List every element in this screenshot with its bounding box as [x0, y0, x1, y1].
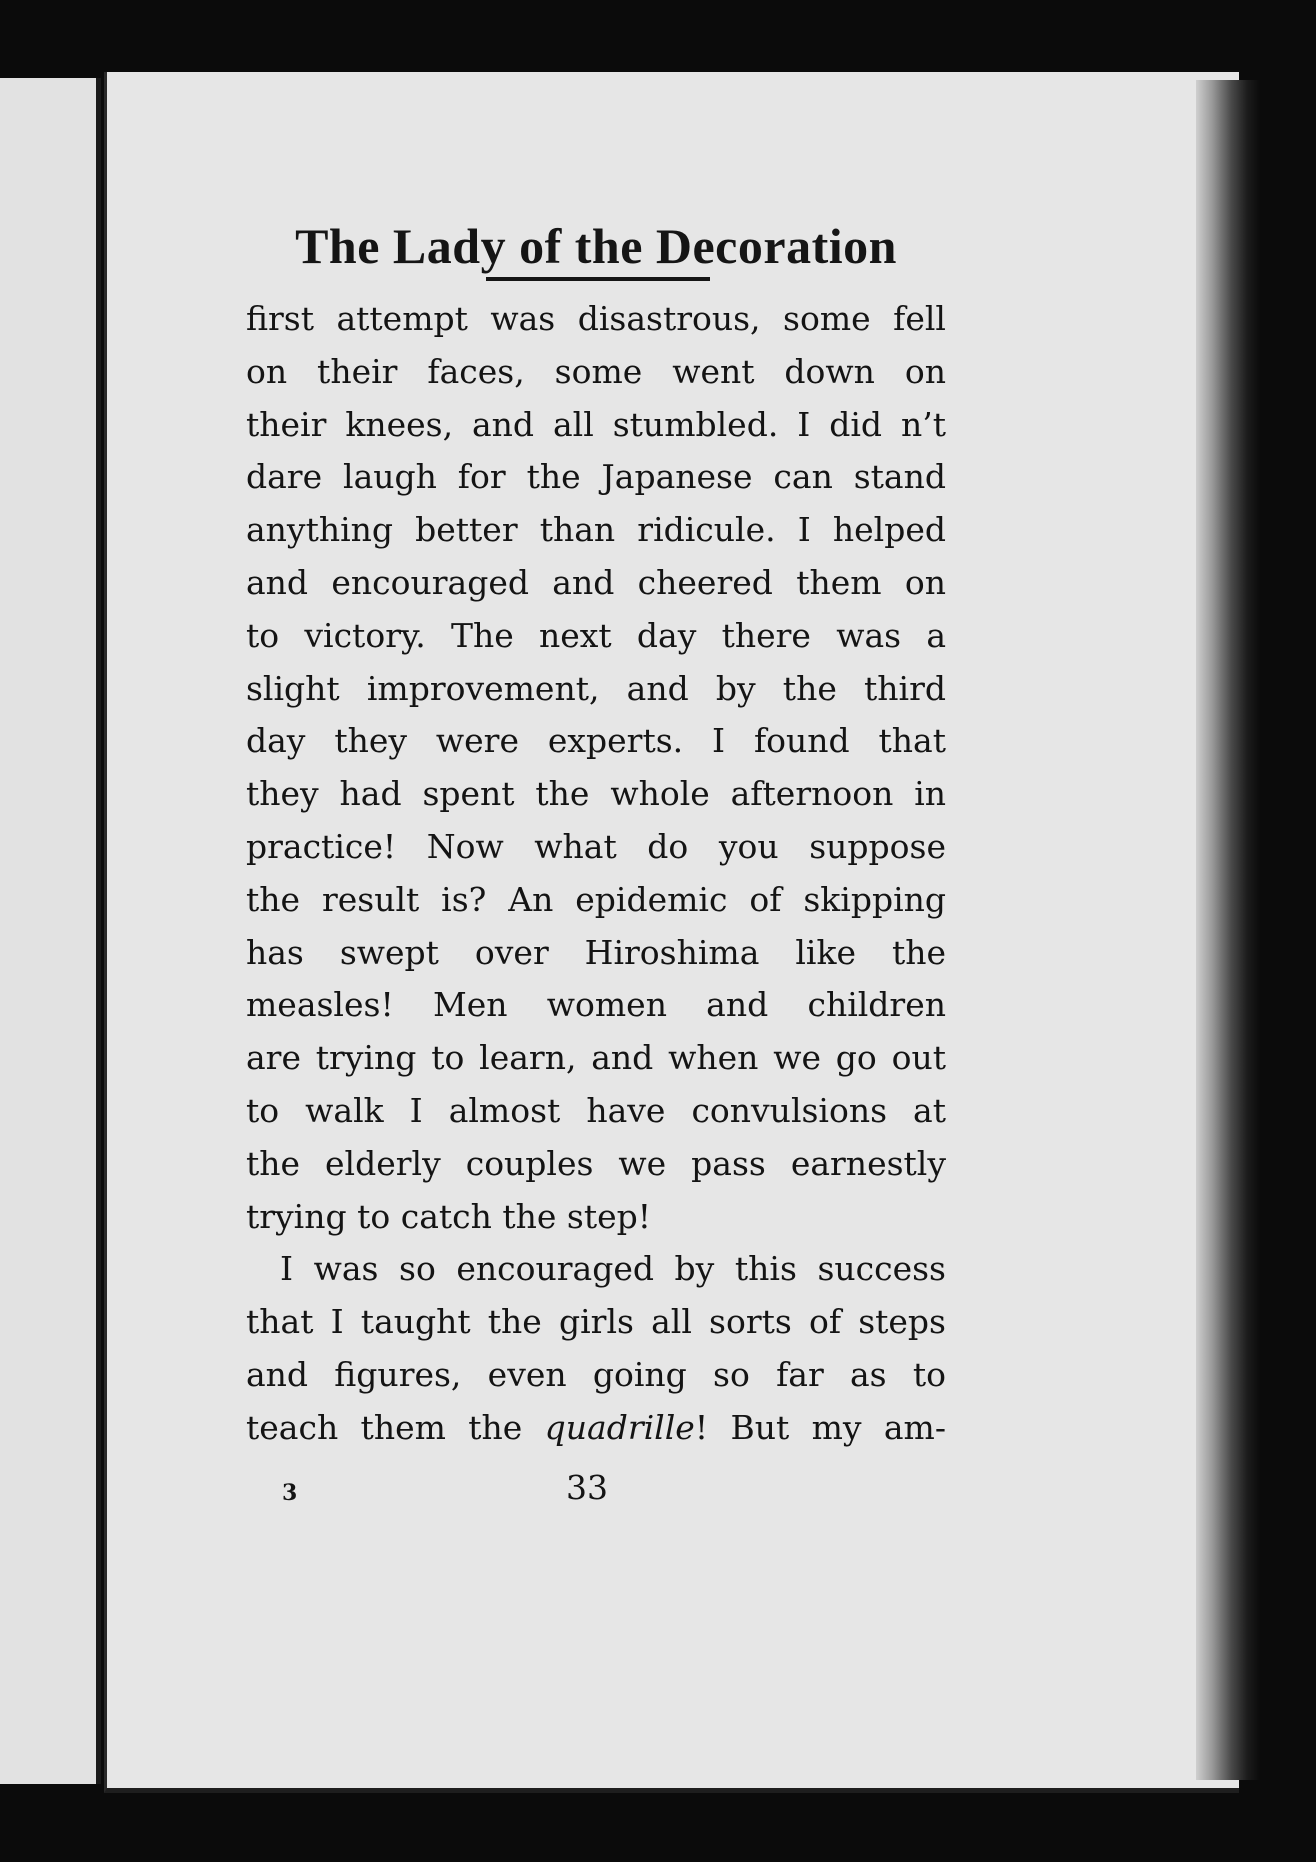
text-line: to victory. The next day there was a: [246, 615, 946, 655]
italic-word: quadrille: [544, 1407, 695, 1447]
facing-page-edge: [0, 78, 101, 1784]
text-line: to walk I almost have convulsions at: [246, 1090, 946, 1130]
text-line: practice! Now what do you suppose: [246, 826, 946, 866]
text-line: anything better than ridicule. I helped: [246, 510, 946, 550]
page-footer: [246, 1468, 946, 1518]
text-line: dare laugh for the Japanese can stand: [246, 457, 946, 497]
text-line: that I taught the girls all sorts of steps: [246, 1302, 946, 1342]
text-line: day they were experts. I found that: [246, 721, 946, 761]
text-line: and encouraged and cheered them on: [246, 562, 946, 602]
text-line: their knees, and all stumbled. I did n’t: [246, 404, 946, 444]
text-segment: ! But my am-: [694, 1407, 946, 1447]
text-line: on their faces, some went down on: [246, 351, 946, 391]
text-line: the result is? An epidemic of skipping: [246, 879, 946, 919]
text-line: the elderly couples we pass earnestly: [246, 1143, 946, 1183]
text-block: [246, 215, 946, 1455]
paragraph-1: [246, 293, 946, 1243]
text-line: slight improvement, and by the third: [246, 668, 946, 708]
running-head: The Lady of the Decoration: [295, 218, 897, 274]
text-line: are trying to learn, and when we go out: [246, 1038, 946, 1078]
signature-mark: 3: [282, 1480, 298, 1506]
paragraph-2: [246, 1243, 946, 1454]
running-head-rule: [486, 277, 710, 281]
page-edge-shadow: [1196, 80, 1260, 1780]
text-line: they had spent the whole afternoon in: [246, 774, 946, 814]
text-line: trying to catch the step!: [246, 1196, 652, 1236]
text-line: has swept over Hiroshima like the: [246, 932, 946, 972]
text-line: and figures, even going so far as to: [246, 1354, 946, 1394]
text-line: [246, 1402, 946, 1455]
text-line: first attempt was disastrous, some fell: [246, 299, 946, 338]
text-line: measles! Men women and children: [246, 985, 946, 1025]
text-segment: teach them the: [246, 1407, 545, 1447]
text-line: I was so encouraged by this success: [280, 1249, 946, 1289]
page-number: 33: [566, 1468, 608, 1507]
